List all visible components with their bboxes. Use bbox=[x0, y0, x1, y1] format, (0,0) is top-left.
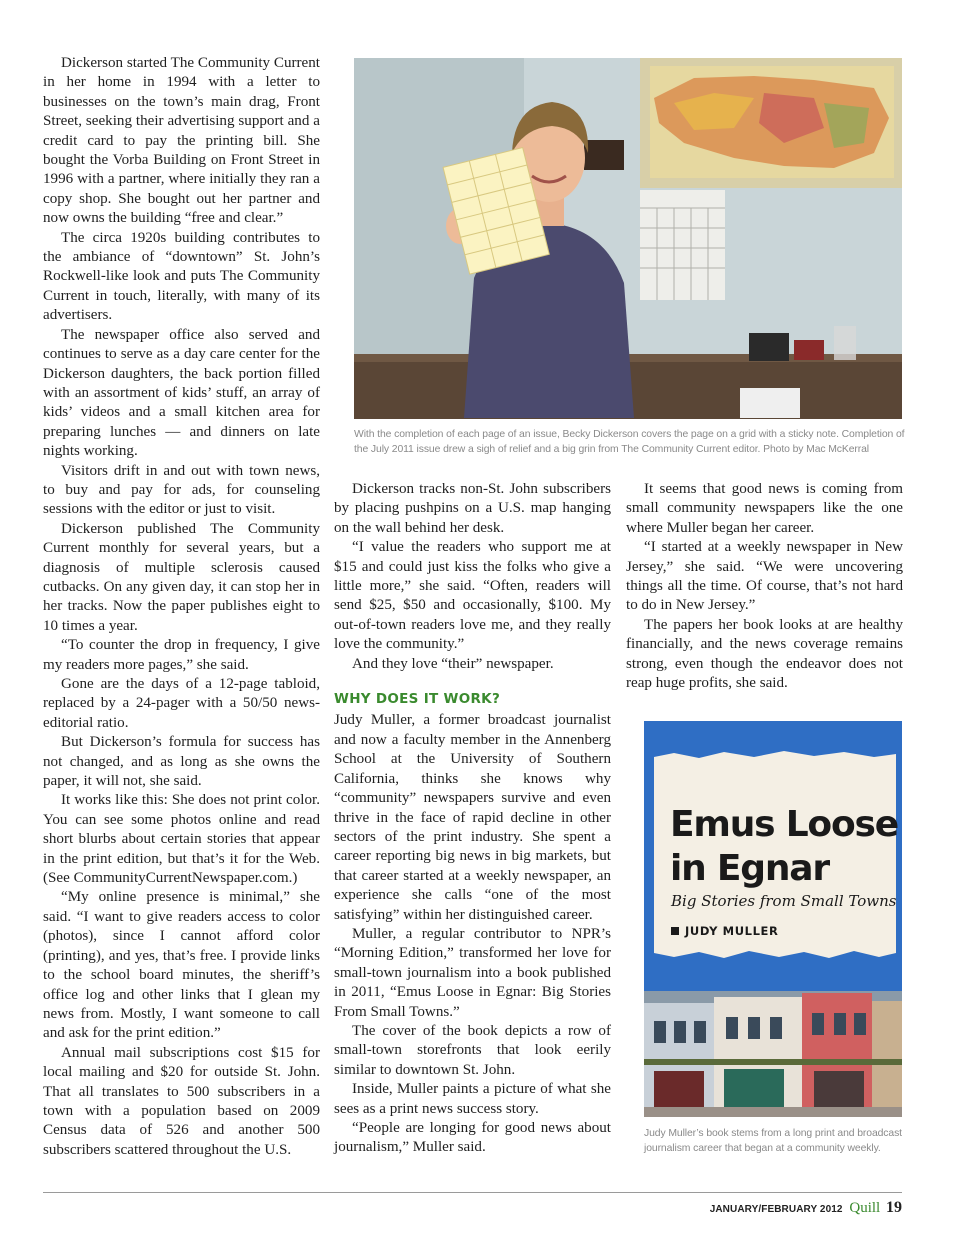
paragraph: “To counter the drop in frequency, I give my readers more pages,” she said. bbox=[43, 637, 320, 673]
paragraph: It works like this: She does not print color. You can see some photos online and read short blurbs about certain stories that appear in the print edition, but that’s it for the Web. (See CommunityCurrentNewspaper.com.) bbox=[43, 792, 320, 887]
article-column-2 bbox=[334, 480, 611, 1158]
paragraph: Annual mail subscriptions cost $15 for local mailing and $20 for outside St. John. That all translates to 500 subscribers in a town with a population based on 2009 Census data of 526 and another 500 subscribers scattered throughout the U.S. bbox=[43, 1044, 320, 1158]
paragraph: Inside, Muller paints a picture of what she sees as a print news success story. bbox=[334, 1081, 611, 1117]
footer-divider bbox=[43, 1192, 902, 1193]
paragraph: “I started at a weekly newspaper in New Jersey,” she said. “We were uncovering things all the time. Of course, that’s not hard to do in New Jersey.” bbox=[626, 539, 903, 614]
paragraph: Dickerson published The Community Current monthly for several years, but a diagnosis of multiple sclerosis caused cutbacks. On any given day, it can stop her in her tracks. Now the paper publishes eight to 10 times a year. bbox=[43, 520, 320, 634]
footer-page-number: 19 bbox=[886, 1199, 902, 1216]
paragraph: Muller, a regular contributor to NPR’s “Morning Edition,” transformed her love for small-town journalism into a book published in 2011, “Emus Loose in Egnar: Big Stories From Small Towns.” bbox=[334, 925, 611, 1020]
article-column-3 bbox=[626, 480, 903, 693]
photo-illustration bbox=[354, 58, 902, 419]
paragraph: The cover of the book depicts a row of small-town storefronts that look eerily similar to downtown St. John. bbox=[334, 1022, 611, 1078]
book-cover-art bbox=[644, 721, 902, 1117]
paragraph: Visitors drift in and out with town news, to buy and pay for ads, for counseling sessions with the editor or just to visit. bbox=[43, 462, 320, 518]
book-cover-image bbox=[644, 721, 902, 1117]
paragraph: The circa 1920s building contributes to the ambiance of “downtown” St. John’s Rockwell-like look and puts The Community Current in touch, literally, with many of its advertisers. bbox=[43, 229, 320, 324]
paragraph: But Dickerson’s formula for success has not changed, and as long as she owns the paper, it will not, she said. bbox=[43, 734, 320, 790]
paragraph: “I value the readers who support me at $15 and could just kiss the folks who give a little more,” she said. “Often, readers will send $25, $50 and occasionally, $100. My out-of-town readers love me, and they really love the community.” bbox=[334, 539, 611, 653]
paragraph: “People are longing for good news about journalism,” Muller said. bbox=[334, 1120, 611, 1156]
editor-photo bbox=[354, 58, 902, 419]
paragraph: Dickerson started The Community Current in her home in 1994 with a letter to businesses on the town’s main drag, Front Street, seeking their advertising support and a credit card to pay the printing bill. She bought the Vorba Building on Front Street in 1996 with a partner, where initially they ran a copy shop. She bought out her partner and now owns the building “free and clear.” bbox=[43, 55, 320, 227]
photo-caption: With the completion of each page of an issue, Becky Dickerson covers the page on a grid with a sticky note. Completion of the July 2011 issue drew a sigh of relief and a big grin from The Community Current editor. Photo by Mac McKerral bbox=[354, 429, 905, 455]
section-subhead: WHY DOES IT WORK? bbox=[334, 691, 501, 708]
square-bullet-icon bbox=[671, 927, 679, 935]
book-cover-caption: Judy Muller’s book stems from a long print and broadcast journalism career that began at a community weekly. bbox=[644, 1128, 902, 1154]
footer-issue-date: JANUARY/FEBRUARY 2012 bbox=[709, 1204, 843, 1215]
book-author-name: JUDY MULLER bbox=[685, 924, 779, 938]
paragraph: Dickerson tracks non-St. John subscribers by placing pushpins on a U.S. map hanging on the wall behind her desk. bbox=[334, 481, 611, 536]
footer-magazine-name: Quill bbox=[849, 1200, 881, 1216]
paragraph: Gone are the days of a 12-page tabloid, replaced by a 24-pager with a 50/50 news-editorial ratio. bbox=[43, 676, 320, 731]
paragraph: The papers her book looks at are healthy financially, and the news coverage remains strong, even though the endeavor does not reap huge profits, she said. bbox=[626, 616, 903, 692]
article-column-1 bbox=[43, 54, 320, 1160]
book-title-line-2: in Egnar bbox=[670, 848, 829, 889]
paragraph: “My online presence is minimal,” she said. “I want to give readers access to color (photos), since I cannot afford color (printing), and yes, that’s free. I provide links to the school board minutes, the sheriff’s office log and other links that I glean my news from. Mostly, I want someone to call and ask for the print edition.” bbox=[43, 889, 320, 1042]
paragraph: Judy Muller, a former broadcast journalist and now a faculty member in the Annenberg School at the University of Southern California, thinks she knows why “community” newspapers survive and even thrive in the face of rapid decline in other sectors of the print industry. She spent a career reporting big news in big markets, but that career started at a weekly newspaper, an experience she calls “one of the most satisfying” within her distinguished career. bbox=[334, 712, 611, 923]
paragraph: It seems that good news is coming from small community newspapers like the one where Muller began her career. bbox=[626, 481, 903, 536]
book-author bbox=[671, 924, 778, 938]
page-footer bbox=[710, 1199, 902, 1217]
book-title-line-1: Emus Loose bbox=[670, 804, 898, 845]
paragraph: The newspaper office also served and continues to serve as a day care center for the Dickerson daughters, the back portion filled with an assortment of kids’ stuff, an array of kids’ videos and a small kitchen area for preparing lunches — and dinners on late nights working. bbox=[43, 326, 320, 460]
paragraph: And they love “their” newspaper. bbox=[352, 655, 554, 672]
book-subtitle: Big Stories from Small Towns bbox=[671, 892, 897, 910]
